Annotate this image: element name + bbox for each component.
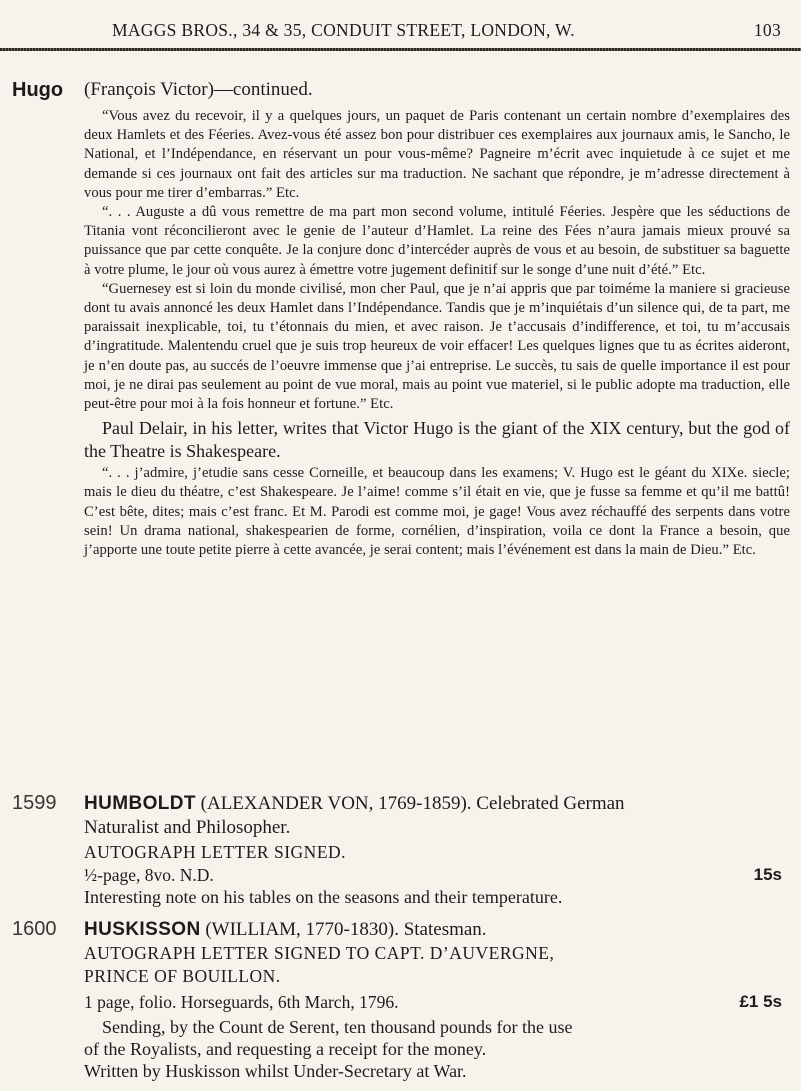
- item-format: 1 page, folio. Horseguards, 6th March, 1796.: [84, 992, 399, 1012]
- letter-quotes: [84, 107, 790, 414]
- lot-heading: (François Victor)—continued.: [84, 79, 313, 100]
- page-header: [0, 20, 801, 60]
- lot-name: HUSKISSON: [84, 919, 201, 940]
- lot-note-line3: Written by Huskisson whilst Under-Secretary at War.: [84, 1061, 467, 1081]
- item-type: AUTOGRAPH LETTER SIGNED TO CAPT. D’AUVERGNE,: [84, 943, 555, 963]
- lot-name: HUMBOLDT: [84, 793, 196, 814]
- lot-body: [84, 792, 790, 908]
- format-line: [84, 864, 790, 886]
- item-type-line2: PRINCE OF BOUILLON.: [84, 966, 281, 986]
- lot-number: 1599: [12, 792, 57, 814]
- lot-heading: [84, 792, 790, 816]
- lot-price: 15s: [753, 865, 782, 884]
- lot-number: 1600: [12, 918, 57, 940]
- lot-body: [84, 78, 790, 560]
- quote-paragraph: “Guernesey est si loin du monde civilisé, mon cher Paul, que je n’ai appris que par toiméme la maniere si gracieuse dont tu avais annoncé les deux Hamlet dans l’Indépendance. Tandis que je m’inquiétais d’un silence qui, de ta part, me paraissait inexplicable, toi, tu t’étonnais du mien, et avec raison. Je t’accusais d’indifference, et toi, tu m’accusais d’ingratitude. Malentendu cruel que je suis trop heureux de voir effacer! Les quelques lignes que tu as écrites aideront, je n’en doute pas, au succés de l’oeuvre immense que j’ai entreprise. Le succès, tu sais de quelle importance il est pour moi, je ne dirai pas seulement au point de vue moral, mais au point vue materiel, si le public adopte ma traduction, elle peut-être pour moi à la fois honneur et fortune.” Etc.: [84, 280, 790, 413]
- delair-note: Paul Delair, in his letter, writes that Victor Hugo is the giant of the XIX century, but the god of the Theatre is Shakespeare.: [84, 418, 790, 461]
- quote-paragraph: “Vous avez du recevoir, il y a quelques jours, un paquet de Paris contenant un certain nombre d’exemplaires des deux Hamlets et des Féeries. Avez-vous été assez bon pour distribuer ces exemplaires aux journaux amis, le Sancho, le National, et l’Indépendance, en réservant un pour vous-même? Pagneire m’écrit avec inquietude à ce sujet et me demande si ces journaux ont fait des articles sur ma traduction. Ne sachant que répondre, je m’adresse directement à vous pour me tirer d’embarras.” Etc.: [84, 108, 790, 201]
- header-rule: [0, 48, 801, 51]
- lot-note-line2: of the Royalists, and requesting a receipt for the money.: [84, 1039, 487, 1059]
- lot-heading: [84, 918, 790, 942]
- lot-heading-rest: (WILLIAM, 1770-1830). Statesman.: [205, 919, 487, 940]
- side-label: Hugo: [12, 79, 64, 101]
- lot-note: Interesting note on his tables on the seasons and their temperature.: [84, 887, 563, 907]
- delair-quote: [84, 464, 790, 560]
- lot-heading-rest: (ALEXANDER VON, 1769-1859). Celebrated German: [200, 793, 625, 814]
- page-number: 103: [753, 20, 781, 40]
- quote-paragraph: “. . . j’admire, j’etudie sans cesse Corneille, et beaucoup dans les examens; V. Hugo est le géant du XIXe. siecle; mais le dieu du théatre, c’est Shakespeare. Je l’aime! comme s’il était en vie, que je fusse sa femme et qu’il me battû! C’est bête, dites; mais c’est franc. Et M. Parodi est comme moi, je gage! Vous avez réchauffé des serpents dans votre sein! Un drama national, shakespearien de forme, cornélien, d’inspiration, voila ce dont la France a besoin, que j’apporte une toute petite pierre à cette avancée, je serai content; mais l’événement est dans la main de Dieu.” Etc.: [84, 465, 790, 559]
- running-title: MAGGS BROS., 34 & 35, CONDUIT STREET, LONDON, W.: [112, 20, 575, 40]
- item-type: AUTOGRAPH LETTER SIGNED.: [84, 842, 347, 862]
- lot-heading-line2: Naturalist and Philosopher.: [84, 817, 291, 838]
- lot-body: [84, 918, 790, 1082]
- quote-paragraph: “. . . Auguste a dû vous remettre de ma part mon second volume, intitulé Féeries. Jespère que les séductions de Titania vont réconcilieront avec le genie de l’auteur d’Hamlet. La reine des Fées n’aura jamais mieux prouvé sa puissance que par cette conquête. Je la conjure donc d’intercéder auprès de vous et au besoin, de substituer sa baguette à votre plume, le jour où vous aurez à émettre votre jugement definitif sur le songe d’une nuit d’été.” Etc.: [84, 204, 790, 278]
- lot-note: Sending, by the Count de Serent, ten thousand pounds for the use: [102, 1017, 573, 1037]
- format-line: [84, 991, 790, 1013]
- item-format: ½-page, 8vo. N.D.: [84, 865, 214, 885]
- lot-price: £1 5s: [739, 992, 782, 1011]
